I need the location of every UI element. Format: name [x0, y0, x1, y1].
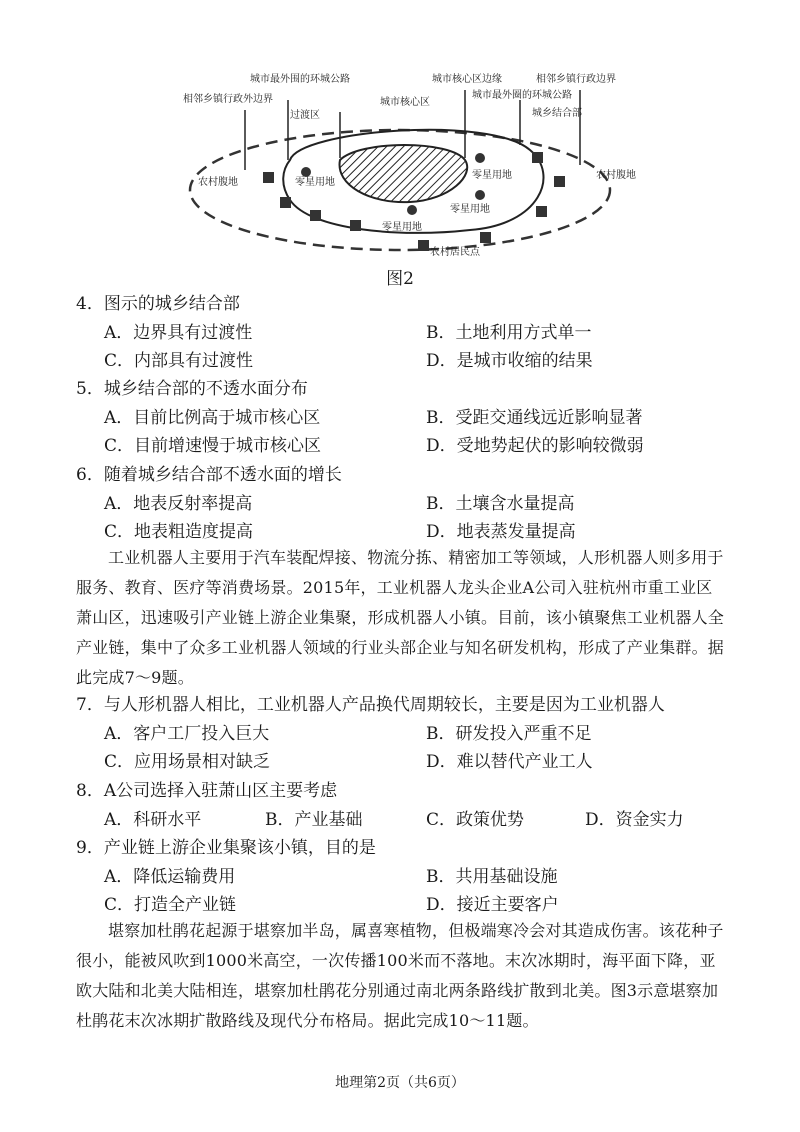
q5-option-d[interactable]: D．受地势起伏的影响较微弱 — [426, 436, 644, 456]
label-transition-zone: 过渡区 — [290, 110, 320, 121]
q9-option-a[interactable]: A．降低运输费用 — [104, 867, 236, 887]
label-urban-rural-fringe: 城乡结合部 — [532, 108, 582, 119]
q5-option-b[interactable]: B．受距交通线远近影响显著 — [426, 408, 643, 428]
question-4-stem: 4．图示的城乡结合部 — [76, 294, 240, 314]
figure-urban-rural-diagram — [150, 60, 670, 280]
q8-option-d[interactable]: D．资金实力 — [585, 810, 684, 830]
question-7-stem: 7．与人形机器人相比，工业机器人产品换代周期较长，主要是因为工业机器人 — [76, 695, 665, 715]
q4-option-c[interactable]: C．内部具有过渡性 — [104, 351, 254, 371]
label-scattered-land-1: 零星用地 — [295, 177, 335, 188]
label-rural-settlement: 农村居民点 — [430, 247, 480, 258]
passage-flower — [76, 916, 726, 1036]
label-outer-ring-road-top: 城市最外围的环城公路 — [250, 74, 350, 85]
q6-option-d[interactable]: D．地表蒸发量提高 — [426, 522, 576, 542]
q4-option-a[interactable]: A．边界具有过渡性 — [104, 323, 253, 343]
diagram-svg — [150, 60, 670, 280]
q6-option-c[interactable]: C．地表粗造度提高 — [104, 522, 254, 542]
label-rural-hinterland-right: 农村腹地 — [596, 170, 636, 181]
city-core-area — [340, 145, 468, 202]
question-6-stem: 6．随着城乡结合部不透水面的增长 — [76, 465, 342, 485]
q4-option-b[interactable]: B．土地利用方式单一 — [426, 323, 592, 343]
label-outer-ring-road-right: 城市最外圈的环城公路 — [472, 90, 572, 101]
q6-option-b[interactable]: B．土壤含水量提高 — [426, 494, 575, 514]
passage-flower-text: 堪察加杜鹃花起源于堪察加半岛，属喜寒植物，但极端寒冷会对其造成伤害。该花种子很小，能被风吹到1000米高空，一次传播100米而不落地。末次冰期时，海平面下降，亚欧大陆和北美大陆相连，堪察加杜鹃花分别通过南北两条路线扩散到北美。图3示意堪察加杜鹃花末次冰期扩散路线及现代分布格局。据此完成10～11题。 — [76, 921, 724, 1030]
page-footer: 地理第2页（共6页） — [335, 1075, 465, 1091]
label-core-edge: 城市核心区边缘 — [432, 74, 502, 85]
q9-option-b[interactable]: B．共用基础设施 — [426, 867, 558, 887]
q5-option-c[interactable]: C．目前增速慢于城市核心区 — [104, 436, 322, 456]
label-neighbor-boundary-right: 相邻乡镇行政边界 — [536, 74, 616, 85]
q8-option-b[interactable]: B．产业基础 — [265, 810, 363, 830]
q7-option-d[interactable]: D．难以替代产业工人 — [426, 752, 593, 772]
q4-option-d[interactable]: D．是城市收缩的结果 — [426, 351, 593, 371]
figure-caption: 图2 — [386, 269, 414, 289]
label-scattered-land-3: 零星用地 — [450, 204, 490, 215]
label-scattered-land-2: 零星用地 — [472, 170, 512, 181]
q7-option-a[interactable]: A．客户工厂投入巨大 — [104, 724, 270, 744]
passage-robot-text: 工业机器人主要用于汽车装配焊接、物流分拣、精密加工等领域，人形机器人则多用于服务、教育、医疗等消费场景。2015年，工业机器人龙头企业A公司入驻杭州市重工业区萧山区，迅速吸引产业链上游企业集聚，形成机器人小镇。目前，该小镇聚焦工业机器人全产业链，集中了众多工业机器人领域的行业头部企业与知名研发机构，形成了产业集群。据此完成7～9题。 — [76, 548, 725, 687]
label-rural-hinterland-left: 农村腹地 — [198, 177, 238, 188]
q7-option-c[interactable]: C．应用场景相对缺乏 — [104, 752, 271, 772]
label-scattered-land-4: 零星用地 — [382, 222, 422, 233]
passage-robot — [76, 543, 726, 693]
q5-option-a[interactable]: A．目前比例高于城市核心区 — [104, 408, 321, 428]
q9-option-c[interactable]: C．打造全产业链 — [104, 895, 237, 915]
question-8-stem: 8．A公司选择入驻萧山区主要考虑 — [76, 781, 338, 801]
q8-option-a[interactable]: A．科研水平 — [104, 810, 202, 830]
q8-option-c[interactable]: C．政策优势 — [426, 810, 525, 830]
q6-option-a[interactable]: A．地表反射率提高 — [104, 494, 253, 514]
q9-option-d[interactable]: D．接近主要客户 — [426, 895, 559, 915]
label-city-core: 城市核心区 — [380, 97, 430, 108]
label-neighbor-boundary-left: 相邻乡镇行政外边界 — [183, 94, 273, 105]
question-5-stem: 5．城乡结合部的不透水面分布 — [76, 379, 308, 399]
question-9-stem: 9．产业链上游企业集聚该小镇，目的是 — [76, 838, 376, 858]
q7-option-b[interactable]: B．研发投入严重不足 — [426, 724, 592, 744]
